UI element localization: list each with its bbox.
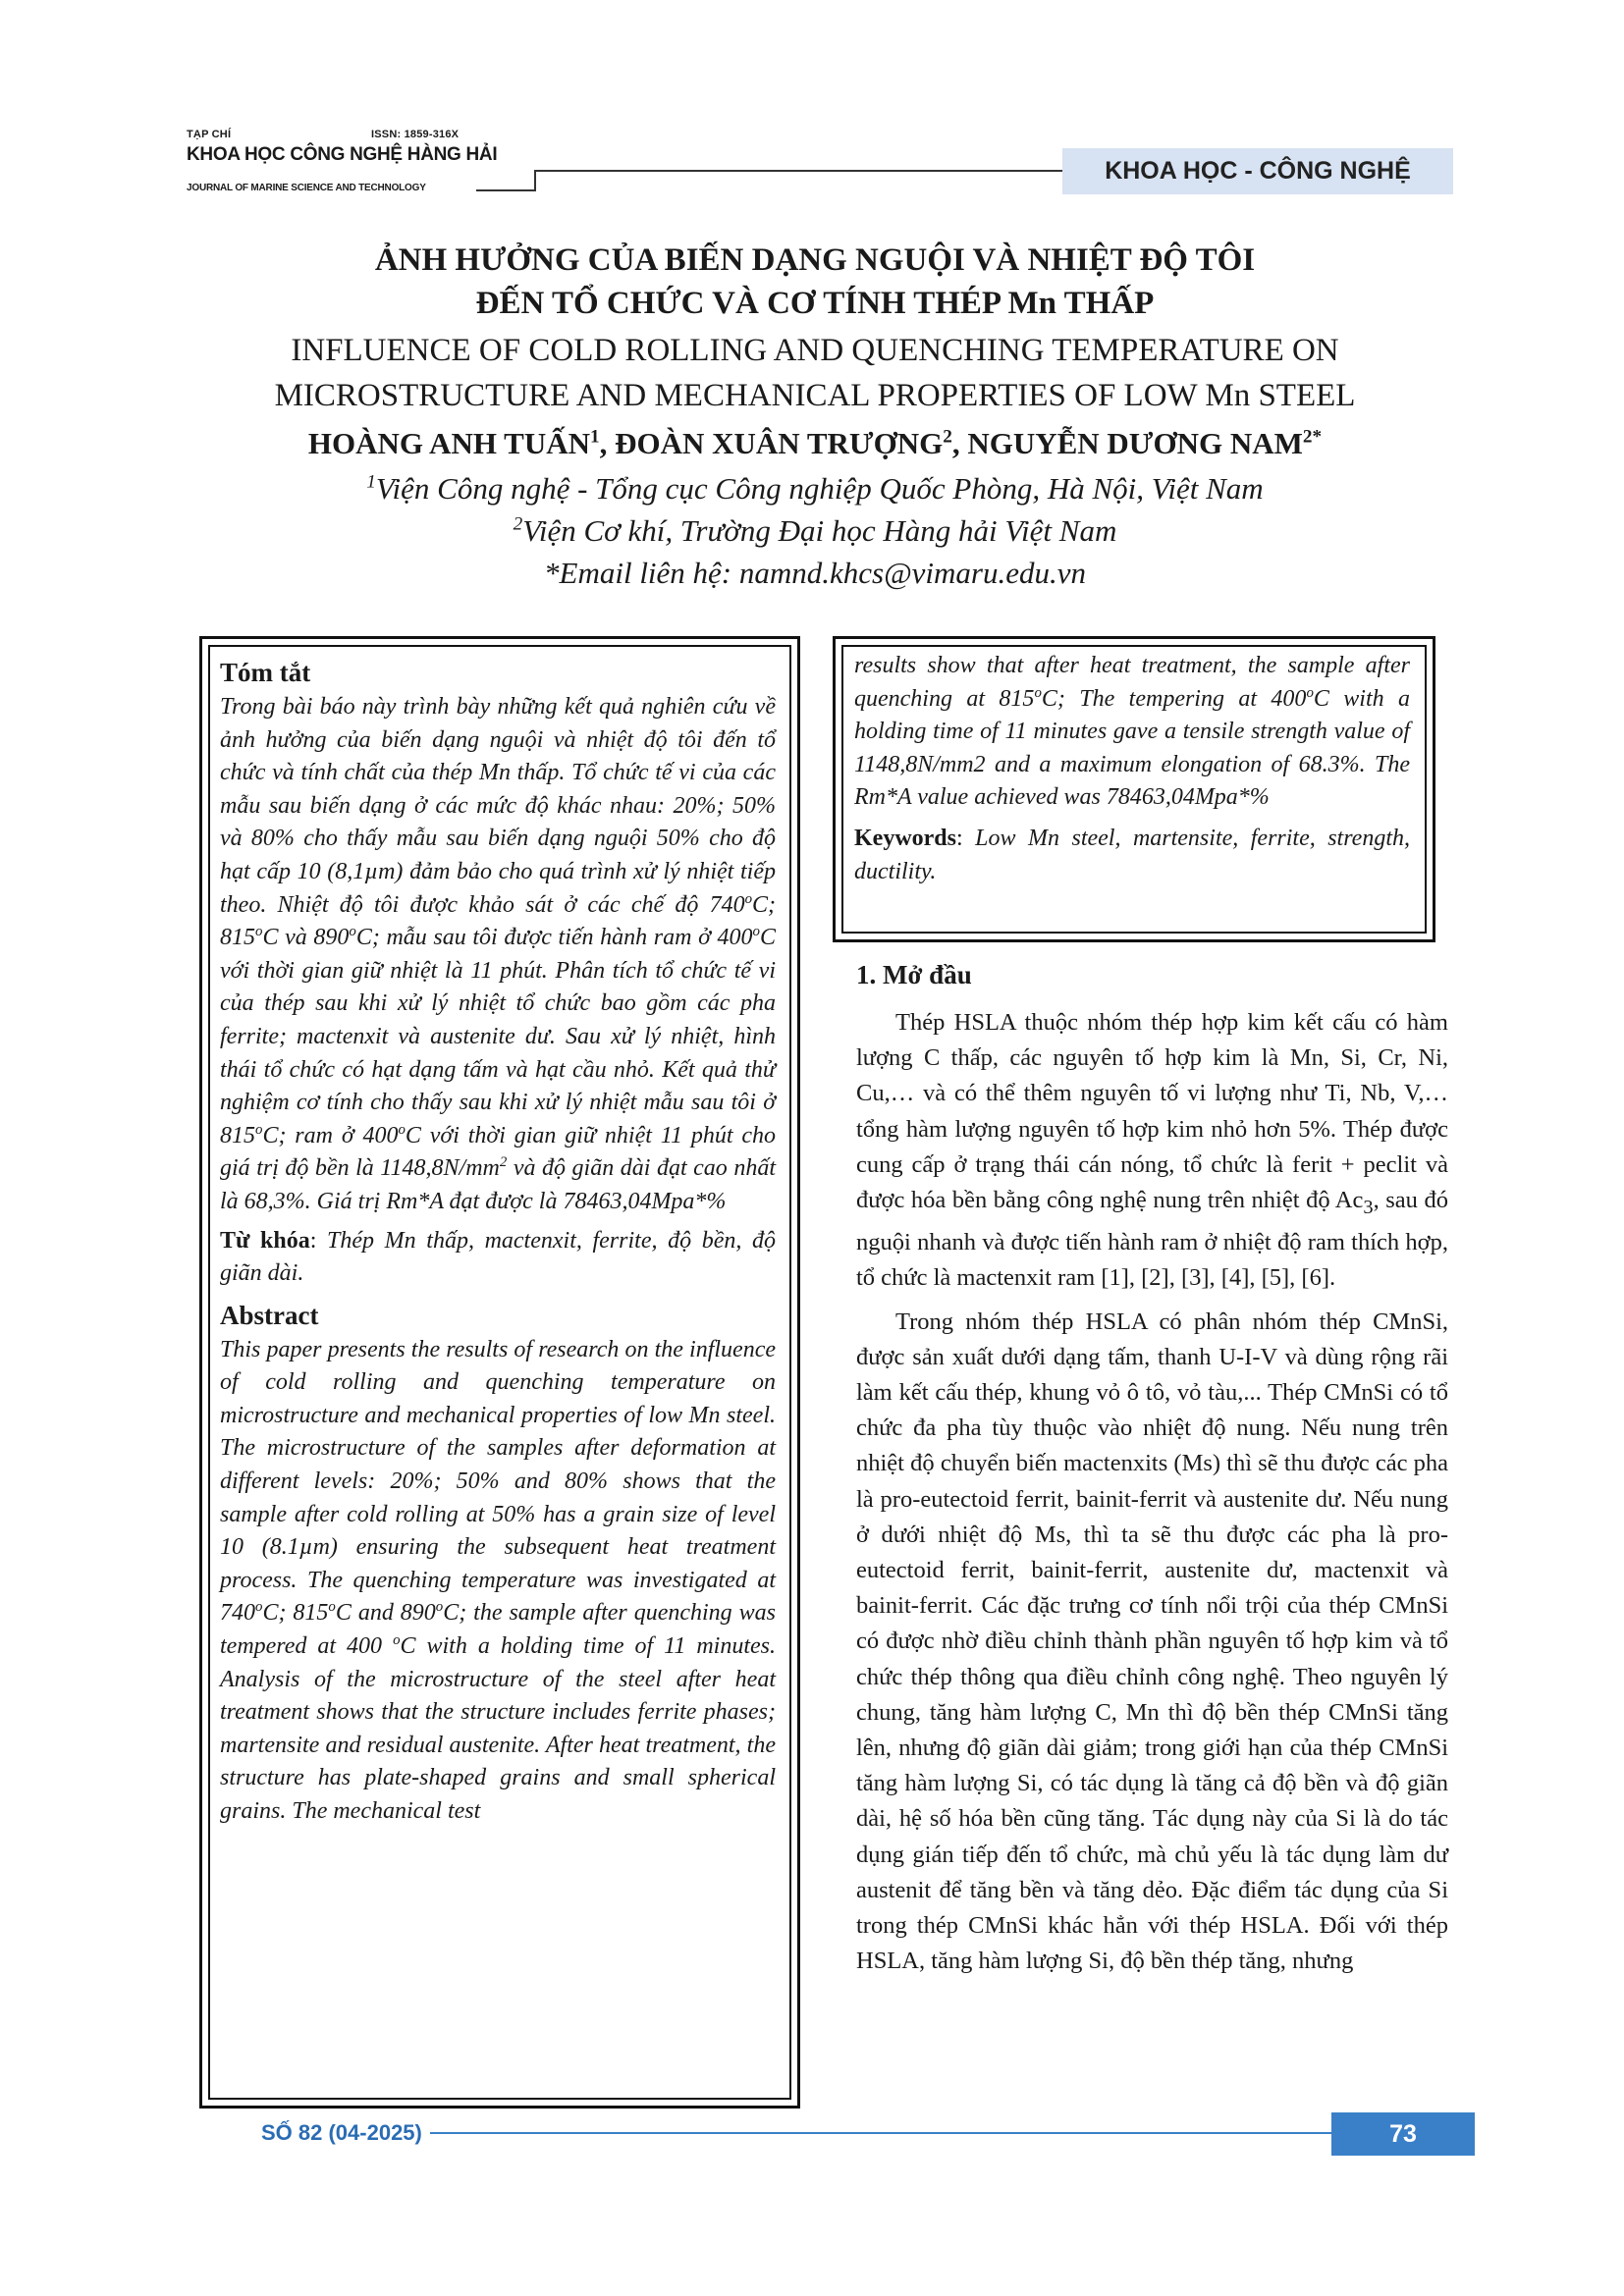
issue-number: SỐ 82 (04-2025) (261, 2120, 422, 2145)
author-3: NGUYỄN DƯƠNG NAM (967, 426, 1303, 460)
affiliation-1 (147, 467, 1483, 509)
journal-name: KHOA HỌC CÔNG NGHỆ HÀNG HẢI (187, 144, 498, 165)
author-separator: , (951, 426, 968, 460)
section-label: KHOA HỌC - CÔNG NGHỆ (1062, 148, 1453, 194)
section-heading-intro: 1. Mở đầu (856, 960, 972, 989)
title-en-line2: MICROSTRUCTURE AND MECHANICAL PROPERTIES OF LOW Mn STEEL (274, 378, 1356, 413)
author-2-affil: 2 (943, 426, 952, 448)
abstract-vn (220, 654, 776, 1829)
abstract-en-continued (854, 650, 1410, 888)
journal-kicker: TẠP CHÍ (187, 129, 232, 140)
intro-paragraph-1: Thép HSLA thuộc nhóm thép hợp kim kết cấu có hàm lượng C thấp, các nguyên tố hợp kim là Mn, Si, Cr, Ni, Cu,… và có thể thêm nguyên tố vi lượng như Ti, Nb, V,… tổng hàm lượng nguyên tố hợp kim nhỏ hơn 5%. Thép được cung cấp ở trạng thái cán nóng, tổ chức là ferit + peclit và được hóa bền bằng công nghệ nung trên nhiệt độ $Ac_3$, sau đó nguội nhanh và được tiến hành ram ở nhiệt độ ram thích hợp, tổ chức là mactenxit ram [1], [2], [3], [4], [5], [6]. (856, 1009, 1448, 1292)
abstract-en-text: This paper presents the results of research on the influence of cold rolling and quenching temperature on microstructure and mechanical properties of low Mn steel. The microstructure of the samples after deformation at different levels: 20%; 50% and 80% shows that the sample after cold rolling at 50% has a grain size of level 10 (8.1µm) ensuring the subsequent heat treatment process. The quenching temperature was investigated at 740$^o$C; 815$^o$C and 890$^o$C; the sample after quenching was tempered at 400 $^o$C with a holding time of 11 minutes. Analysis of the microstructure of the steel after heat treatment shows that the structure includes ferrite phases; martensite and residual austenite. After heat treatment, the structure has plate-shaped grains and small spherical grains. The mechanical test (220, 1336, 776, 1824)
keywords-en: Keywords: Low Mn steel, martensite, ferrite, strength, ductility. (854, 825, 1410, 884)
footer-rule (430, 2132, 1331, 2134)
abstract-vn-heading: Tóm tắt (220, 658, 311, 687)
header-rule-upper (534, 170, 1062, 172)
author-1-affil: 1 (589, 426, 600, 448)
contact-email: *Email liên hệ: namnd.khcs@vimaru.edu.vn (544, 556, 1086, 590)
abstract-en-heading: Abstract (220, 1300, 319, 1330)
author-separator: , (599, 426, 616, 460)
affiliation-1-mark: 1 (366, 471, 376, 493)
author-2: ĐOÀN XUÂN TRƯỢNG (615, 426, 944, 460)
author-3-affil: 2* (1302, 426, 1323, 448)
affiliation-2 (147, 509, 1483, 552)
keywords-en-text: Low Mn steel, martensite, ferrite, strength, ductility. (854, 825, 1410, 884)
title-vn-line2: ĐẾN TỔ CHỨC VÀ CƠ TÍNH THÉP Mn THẤP (475, 286, 1155, 321)
page-number: 73 (1331, 2112, 1475, 2156)
header-rule (476, 189, 535, 191)
intro-paragraph-2: Trong nhóm thép HSLA có phân nhóm thép CMnSi, được sản xuất dưới dạng tấm, thanh U-I-V và dùng rộng rãi làm kết cấu thép, khung vỏ ô tô, vỏ tàu,... Thép CMnSi có tổ chức đa pha tùy thuộc vào nhiệt độ nung. Nếu nung trên nhiệt độ chuyển biến mactenxits (Ms) thì sẽ thu được các pha là pro-eutectoid ferrit, bainit-ferrit và austenite dư. Nếu nung ở dưới nhiệt độ Ms, thì ta sẽ thu được các pha là pro-eutectoid ferrit, bainit-ferrit, austenite dư, mactenxit và bainit-ferrit. Các đặc trưng cơ tính nổi trội của thép CMnSi có được nhờ điều chỉnh thành phần nguyên tố hợp kim và tổ chức thép thông qua điều chỉnh công nghệ. Theo nguyên lý chung, tăng hàm lượng C, Mn thì độ bền thép CMnSi tăng lên, nhưng độ giãn dài giảm; trong giới hạn của thép CMnSi tăng hàm lượng Si, có tác dụng là tăng cả độ bền và độ giãn dài, hệ số hóa bền cũng tăng. Tác dụng này của Si là do tác dụng gián tiếp đến tổ chức, mà chủ yếu là tác dụng làm dư austenit để tăng bền và tăng dẻo. Đặc điểm tác dụng của Si trong thép CMnSi khác hẳn với thép HSLA. Đối với thép HSLA, tăng hàm lượng Si, độ bền thép tăng, nhưng (856, 1308, 1448, 1975)
journal-name-en: JOURNAL OF MARINE SCIENCE AND TECHNOLOGY (187, 183, 426, 193)
abstract-vn-text: Trong bài báo này trình bày những kết quả nghiên cứu về ảnh hưởng của biến dạng nguội và nhiệt độ tôi đến tổ chức và tính chất của thép Mn thấp. Tổ chức tế vi của các mẫu sau biến dạng ở các mức độ khác nhau: 20%; 50% và 80% cho thấy mẫu sau biến dạng nguội 50% cho độ hạt cấp 10 (8,1µm) đảm bảo cho quá trình xử lý nhiệt tiếp theo. Nhiệt độ tôi được khảo sát ở các chế độ 740$^o$C; 815$^o$C và 890$^o$C; mẫu sau tôi được tiến hành ram ở 400$^o$C với thời gian giữ nhiệt là 11 phút. Phân tích tổ chức tế vi của thép sau khi xử lý nhiệt tổ chức bao gồm các pha ferrite; mactenxit và austenite dư. Sau xử lý nhiệt, hình thái tổ chức có hạt dạng tấm và hạt cầu nhỏ. Kết quả thử nghiệm cơ tính cho thấy sau khi xử lý nhiệt mẫu sau tôi ở 815$^o$C; ram ở 400$^o$C với thời gian giữ nhiệt 11 phút cho giá trị độ bền là $1148,8N/mm^2$ và độ giãn dài đạt cao nhất là 68,3%. Giá trị Rm*A đạt được là 78463,04Mpa*% (220, 694, 776, 1214)
journal-issn: ISSN: 1859-316X (371, 129, 460, 140)
author-1: HOÀNG ANH TUẤN (307, 426, 590, 460)
abstract-en-continued-text: results show that after heat treatment, the sample after quenching at 815$^o$C; The tempering at 400$^o$C with a holding time of 11 minutes gave a tensile strength value of 1148,8N/mm2 and a maximum elongation of 68.3%. The Rm*A value achieved was 78463,04Mpa*% (854, 653, 1411, 811)
author-list (147, 424, 1483, 463)
affiliation-2-text: Viện Cơ khí, Trường Đại học Hàng hải Việt Nam (522, 513, 1117, 548)
intro-body (856, 1005, 1448, 1987)
keywords-vn-label: Từ khóa (220, 1227, 310, 1254)
affiliation-2-mark: 2 (513, 513, 523, 535)
header-rule-step (534, 170, 536, 191)
title-en-line1: INFLUENCE OF COLD ROLLING AND QUENCHING TEMPERATURE ON (291, 333, 1339, 368)
affiliation-1-text: Viện Công nghệ - Tổng cục Công nghiệp Quốc Phòng, Hà Nội, Việt Nam (375, 471, 1264, 506)
title-vn-line1: ẢNH HƯỞNG CỦA BIẾN DẠNG NGUỘI VÀ NHIỆT ĐỘ TÔI (374, 242, 1256, 278)
keywords-vn-text: Thép Mn thấp, mactenxit, ferrite, độ bền, độ giãn dài. (220, 1227, 776, 1287)
keywords-en-label: Keywords (854, 825, 956, 851)
keywords-vn: Từ khóa: Thép Mn thấp, mactenxit, ferrite, độ bền, độ giãn dài. (220, 1227, 776, 1287)
